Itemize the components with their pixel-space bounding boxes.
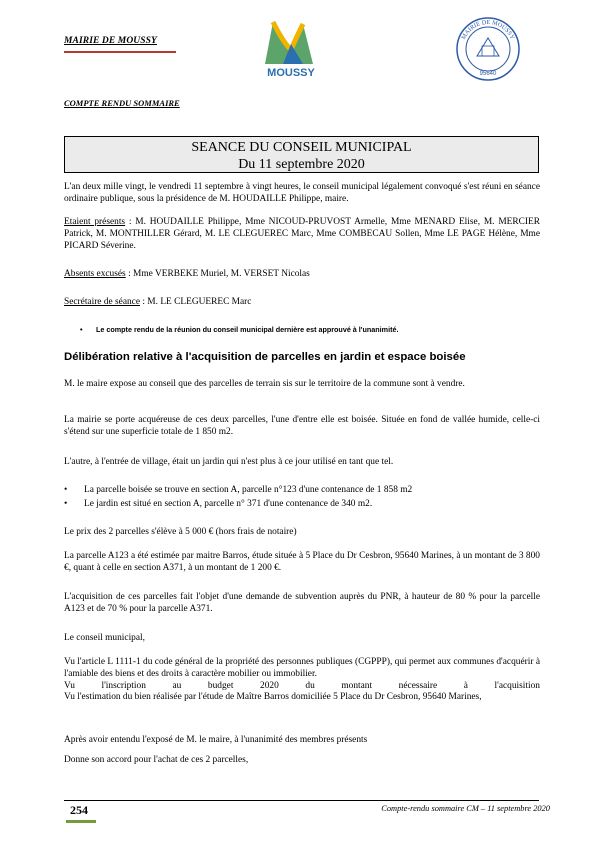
considerants-block xyxy=(64,657,540,704)
logo-text: MOUSSY xyxy=(267,67,315,79)
footer-text: Compte-rendu sommaire CM – 11 septembre 2020 xyxy=(381,804,550,813)
secretaire-paragraph xyxy=(64,297,540,309)
considerant-2: Vu l'inscription au budget 2020 du montant nécessaire à l'acquisition xyxy=(64,680,540,691)
paragraph-3: L'autre, à l'entrée de village, était un jardin qui n'est plus à ce jour utilisé en tant que tel. xyxy=(64,457,394,467)
intro-paragraph: L'an deux mille vingt, le vendredi 11 septembre à vingt heures, le conseil municipal légalement convoqué s'est réuni en séance ordinaire publique, sous la présidence de M. HOUDAILLE Philippe, maire. xyxy=(64,182,540,204)
absents-paragraph xyxy=(64,269,540,281)
list-item-text-1: La parcelle boisée se trouve en section A, parcelle n°123 d'une contenance de 1 858 m2 xyxy=(84,485,413,495)
presents-paragraph xyxy=(64,217,540,252)
paragraph-4: Le prix des 2 parcelles s'élève à 5 000 € (hors frais de notaire) xyxy=(64,527,297,537)
bullet-dot-icon: • xyxy=(64,485,68,495)
paragraph-2: La mairie se porte acquéreuse de ces deux parcelles, l'une d'entre elle est boisée. Située en fond de vallée humide, celle-ci s'étend sur une superficie totale de 1 850 m2. xyxy=(64,415,540,437)
paragraph-9: Après avoir entendu l'exposé de M. le maire, à l'unanimité des membres présents xyxy=(64,735,368,745)
section-heading: Délibération relative à l'acquisition de parcelles en jardin et espace boisée xyxy=(64,351,466,363)
title-line-1: SEANCE DU CONSEIL MUNICIPAL xyxy=(191,140,412,155)
seal-bottom-text: 95640 xyxy=(479,71,497,77)
paragraph-1: M. le maire expose au conseil que des parcelles de terrain sis sur le territoire de la commune sont à vendre. xyxy=(64,379,465,389)
seal-top-text: MAIRIE DE MOUSSY xyxy=(460,18,516,41)
page-number-bar xyxy=(66,820,96,823)
paragraph-5: La parcelle A123 a été estimée par maitre Barros, étude située à 5 Place du Dr Cesbron, 95640 Marines, à un montant de 3 800 €, quant à celle en section A371, à un montant de 1 200 €. xyxy=(64,551,540,573)
paragraph-6: L'acquisition de ces parcelles fait l'objet d'une demande de subvention auprès du PNR, à hauteur de 80 % pour la parcelle A123 et de 70 % pour la parcelle A371. xyxy=(64,592,540,614)
considerant-1: Vu l'article L 1111-1 du code général de la propriété des personnes publiques (CGPPP), qui permet aux communes d'acquérir à l'amiable des biens et des droits à caractère mobilier ou immobilier. xyxy=(64,657,540,679)
title-box xyxy=(64,136,539,173)
title-line-2: Du 11 septembre 2020 xyxy=(238,157,365,172)
list-item-text-2: Le jardin est situé en section A, parcelle n° 371 d'une contenance de 340 m2. xyxy=(84,499,373,509)
mairie-seal xyxy=(455,16,521,82)
moussy-logo xyxy=(255,14,330,79)
bullet-dot-icon: • xyxy=(80,325,83,334)
absents-text: : Mme VERBEKE Muriel, M. VERSET Nicolas xyxy=(125,269,310,279)
presents-text: : M. HOUDAILLE Philippe, Mme NICOUD-PRUVOST Armelle, Mme MENARD Elise, M. MERCIER Patrick, M. MONTHILLER Gérard, M. LE CLEGUEREC Marc, Mme COMBECAU Sollen, Mme LE PAGE Hélène, Mme PICARD Séverine. xyxy=(64,217,540,251)
page-number: 254 xyxy=(70,803,88,817)
approval-text: Le compte rendu de la réunion du conseil municipal dernière est approuvé à l'unanimité. xyxy=(96,325,399,334)
mairie-header: MAIRIE DE MOUSSY xyxy=(64,36,157,46)
paragraph-10: Donne son accord pour l'achat de ces 2 parcelles, xyxy=(64,755,249,765)
compte-rendu-label: COMPTE RENDU SOMMAIRE xyxy=(64,98,180,108)
presents-label: Etaient présents xyxy=(64,217,126,227)
secretaire-text: : M. LE CLEGUEREC Marc xyxy=(140,297,252,307)
bullet-dot-icon: • xyxy=(64,499,68,509)
absents-label: Absents excusés xyxy=(64,269,126,279)
header-rule xyxy=(64,51,176,53)
footer-rule xyxy=(64,800,539,801)
considerant-3: Vu l'estimation du bien réalisée par l'étude de Maître Barros domiciliée 5 Place du Dr Cesbron, 95640 Marines, xyxy=(64,692,482,703)
secretaire-label: Secrétaire de séance xyxy=(64,297,140,307)
paragraph-7: Le conseil municipal, xyxy=(64,633,145,643)
